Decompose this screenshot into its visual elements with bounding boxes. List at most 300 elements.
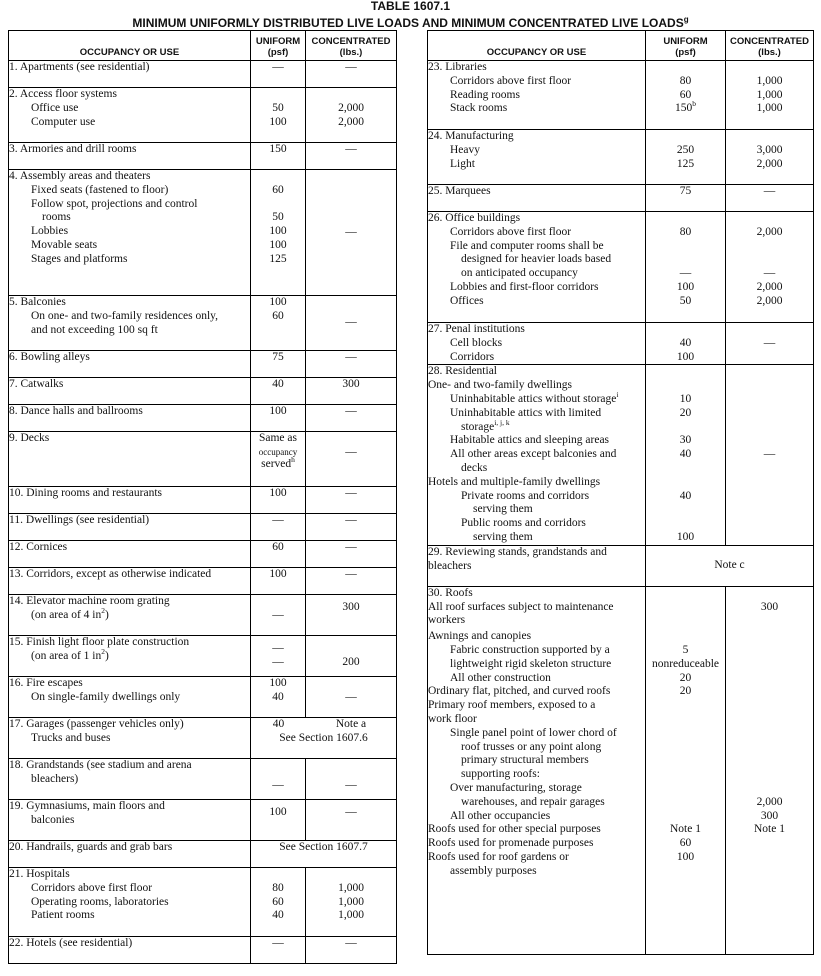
occupancy-text: Operating rooms, laboratories [31,895,169,908]
occupancy-text: Fixed seats (fastened to floor) [31,183,169,196]
uniform-text: — [272,656,284,668]
concentrated-value [726,61,813,75]
right-load-table [427,30,814,955]
occupancy-text: Lobbies and first-floor corridors [450,280,599,293]
occupancy-subitem [9,896,250,910]
occupancy-subitem [428,379,645,393]
occupancy-cell [9,351,251,378]
occupancy-text: Follow spot, projections and control [31,197,198,210]
occupancy-subitem [428,768,645,782]
uniform-text: 100 [269,115,287,128]
uniform-text: Note 1 [670,823,701,836]
occupancy-text: (on area of 4 in [31,608,102,621]
load-note: Note c [714,558,745,571]
uniform-text: Same as [258,432,297,444]
occupancy-text: 18. Grandstands (see stadium and arena [9,759,192,771]
occupancy-subitem [428,560,645,574]
uniform-text: 40 [272,718,285,730]
uniform-text: 100 [269,487,287,499]
uniform-cell [646,212,726,323]
concentrated-cell [306,514,397,541]
uniform-value [251,61,305,75]
occupancy-title [9,143,250,157]
concentrated-value [306,432,396,446]
occupancy-subitem [9,732,250,746]
uniform-text: 100 [269,568,287,580]
occupancy-cell [9,378,251,405]
concentrated-text: — [345,143,357,155]
concentrated-value [726,531,813,545]
occupancy-subitem [9,239,250,253]
concentrated-value [726,713,813,727]
concentrated-header: CONCENTRATED (lbs.) [726,31,814,61]
concentrated-value [726,448,813,462]
occupancy-cell [9,800,251,841]
uniform-cell [251,759,306,800]
concentrated-value [726,823,813,837]
occupancy-subitem [9,253,250,267]
load-note [251,732,396,746]
table-row [9,937,397,964]
concentrated-value [306,868,396,882]
concentrated-text: — [345,61,357,73]
occupancy-subitem [428,658,645,672]
uniform-text: 10 [679,392,692,405]
uniform-value [646,434,725,448]
concentrated-value [306,212,396,226]
concentrated-text: — [345,514,357,526]
concentrated-text: 1,000 [756,102,783,115]
uniform-text: 80 [272,881,284,894]
occupancy-text: Public rooms and corridors [461,517,586,530]
uniform-text: 100 [676,530,695,543]
occupancy-text: 26. Office buildings [428,212,521,224]
occupancy-subitem [428,295,645,309]
occupancy-subitem [428,672,645,686]
occupancy-text: Roofs used for other special purposes [428,823,601,836]
occupancy-text: Uninhabitable attics without storage [450,392,617,405]
uniform-value [646,462,725,476]
uniform-value [646,185,725,199]
footnote-ref: i, j, k [494,417,510,427]
concentrated-value [306,568,396,582]
uniform-value [251,198,305,212]
concentrated-value [306,615,396,629]
uniform-text: 40 [272,690,284,703]
table-row [9,868,397,937]
concentrated-text: 300 [760,809,779,822]
occupancy-text: 29. Reviewing stands, grandstands and [428,545,607,558]
occupancy-title [428,212,645,226]
uniform-text: 100 [676,850,695,863]
uniform-text: 50 [272,211,284,224]
occupancy-subitem [428,503,645,517]
concentrated-value [306,226,396,240]
uniform-value [646,61,725,75]
occupancy-text: 1. Apartments (see residential) [9,61,150,73]
occupancy-cell [9,937,251,964]
occupancy-title [9,937,250,951]
concentrated-text: — [763,185,776,197]
occupancy-text: (on area of 1 in [31,649,102,662]
uniform-value [646,644,725,658]
uniform-cell [251,88,306,143]
concentrated-text: — [345,487,357,499]
uniform-value [251,88,305,102]
concentrated-text: — [345,937,357,949]
concentrated-cell [306,378,397,405]
occupancy-text: workers [428,614,466,627]
occupancy-text: Habitable attics and sleeping areas [450,434,610,447]
concentrated-header: CONCENTRATED (lbs.) [306,31,397,61]
table-row [9,800,397,841]
uniform-cell [646,61,726,130]
concentrated-value [726,421,813,435]
uniform-value [646,782,725,796]
concentrated-cell [726,185,814,212]
occupancy-cell [9,595,251,636]
uniform-value [251,541,305,555]
concentrated-value [306,514,396,528]
uniform-cell [251,541,306,568]
occupancy-text: decks [461,461,488,474]
concentrated-value [306,896,396,910]
uniform-value [251,296,305,310]
table-row [9,432,397,487]
uniform-cell [251,351,306,378]
uniform-value [646,768,725,782]
uniform-value [251,170,305,184]
uniform-text: 100 [269,405,287,417]
occupancy-title [9,595,250,609]
occupancy-text: 12. Cornices [9,541,68,553]
uniform-value [251,937,305,951]
occupancy-text: 16. Fire escapes [9,677,83,689]
uniform-value [251,609,305,623]
uniform-text: 40 [272,909,284,922]
uniform-text: 80 [679,74,692,87]
uniform-text: 100 [269,677,287,689]
uniform-text: occupancy [258,446,298,457]
concentrated-text: — [345,690,357,703]
concentrated-value [306,102,396,116]
occupancy-subitem [428,741,645,755]
uniform-value [646,351,725,365]
occupancy-text: 6. Bowling alleys [9,351,90,363]
concentrated-value [726,865,813,879]
uniform-value [251,514,305,528]
concentrated-value [726,295,813,309]
concentrated-cell [306,351,397,378]
concentrated-value [726,434,813,448]
concentrated-value [306,677,396,691]
concentrated-text: — [345,779,357,791]
concentrated-text: 300 [342,601,360,614]
uniform-text: 250 [676,143,695,156]
uniform-cell [646,586,726,954]
uniform-value [646,295,725,309]
occupancy-title [9,800,250,814]
concentrated-cell [726,365,814,545]
occupancy-text: 2. Access floor systems [9,88,117,100]
table-number: TABLE 1607.1 [370,0,451,13]
table-row [9,405,397,432]
occupancy-cell [428,185,646,212]
occupancy-text: File and computer rooms shall be [450,239,604,252]
occupancy-title [428,587,645,601]
uniform-value [251,806,305,820]
occupancy-text: 9. Decks [9,432,50,444]
occupancy-cell [9,568,251,595]
occupancy-subitem [428,782,645,796]
concentrated-cell [306,937,397,964]
concentrated-value [726,587,813,601]
uniform-text: 75 [272,351,284,363]
occupancy-text: bleachers [428,559,472,572]
uniform-text: 50 [272,101,284,114]
uniform-text: 60 [272,895,284,908]
occupancy-text: primary structural members [461,754,589,767]
uniform-text: 40 [272,378,284,390]
uniform-value [251,378,305,392]
uniform-text: — [272,608,284,621]
occupancy-text: 11. Dwellings (see residential) [9,514,150,526]
concentrated-value [726,614,813,628]
uniform-value [251,184,305,198]
occupancy-subitem [428,699,645,713]
occupancy-title [9,541,250,555]
occupancy-title [9,296,250,310]
uniform-text: 20 [679,671,692,684]
concentrated-text: — [345,568,357,580]
occupancy-text: Roofs used for promenade purposes [428,837,594,850]
concentrated-cell [726,212,814,323]
concentrated-value [726,253,813,267]
uniform-value [646,796,725,810]
occupancy-subitem [9,211,250,225]
table-title-block [0,0,821,30]
occupancy-title [9,759,250,773]
occupancy-text: 17. Garages (passenger vehicles only) [9,718,184,730]
concentrated-value [726,158,813,172]
table-row [428,545,814,586]
occupancy-cell [9,841,251,868]
occupancy-cell [9,718,251,759]
table-row [428,61,814,130]
concentrated-value [306,351,396,365]
superscript: 2 [101,605,105,615]
concentrated-value [726,517,813,531]
footnote-ref: h [291,454,295,464]
occupancy-title [9,61,250,75]
concentrated-value [726,837,813,851]
occupancy-text: Offices [450,294,484,307]
occupancy-text: On single-family dwellings only [31,690,181,703]
occupancy-subitem [428,407,645,421]
uniform-value [646,130,725,144]
concentrated-text: 2,000 [756,157,783,170]
uniform-value [646,658,725,672]
uniform-value [646,517,725,531]
uniform-text: — [272,779,284,791]
table-row [428,586,814,954]
uniform-value [646,713,725,727]
occupancy-cell [428,61,646,130]
uniform-value [646,365,725,379]
footnote-ref: b [692,99,696,109]
occupancy-subitem [428,253,645,267]
concentrated-value [726,685,813,699]
concentrated-text: — [345,806,357,819]
uniform-cell [251,61,306,88]
table-row [9,718,397,759]
occupancy-title [9,841,250,855]
occupancy-text: Ordinary flat, pitched, and curved roofs [428,685,611,698]
concentrated-text: 300 [760,600,779,613]
concentrated-cell [726,586,814,954]
uniform-value [646,379,725,393]
uniform-text: 50 [679,294,692,307]
concentrated-value [726,782,813,796]
concentrated-value [726,240,813,254]
occupancy-header: OCCUPANCY OR USE [428,31,646,61]
table-row [9,636,397,677]
occupancy-subitem [428,390,645,407]
occupancy-cell [9,88,251,143]
occupancy-text: 30. Roofs [428,586,473,599]
occupancy-cell [9,677,251,718]
table-row [428,323,814,365]
uniform-value [646,837,725,851]
concentrated-cell [306,636,397,677]
occupancy-text: designed for heavier loads based [461,253,612,266]
occupancy-subitem [428,434,645,448]
occupancy-text: Single panel point of lower chord of [450,726,617,739]
occupancy-title [9,405,250,419]
occupancy-subitem [9,102,250,116]
occupancy-text: Primary roof members, exposed to a [428,699,596,712]
uniform-text: 60 [679,837,692,850]
occupancy-text: 28. Residential [428,365,497,378]
occupancy-text: Reading rooms [450,88,520,101]
concentrated-value [306,882,396,896]
occupancy-text: Heavy [450,143,481,156]
uniform-value [251,405,305,419]
concentrated-value [306,330,396,344]
occupancy-text: serving them [473,530,533,543]
occupancy-text: Lobbies [31,225,69,238]
occupancy-text: Office use [31,101,79,114]
concentrated-value [306,316,396,330]
concentrated-value [726,130,813,144]
uniform-value [646,601,725,615]
concentrated-text: — [763,267,776,280]
occupancy-subitem [428,337,645,351]
occupancy-text: storage [461,420,495,433]
uniform-text: 60 [272,183,284,196]
concentrated-text: — [345,541,357,553]
concentrated-text: Note 1 [754,823,785,836]
occupancy-subitem [9,691,250,705]
occupancy-subitem [428,823,645,837]
uniform-cell [251,595,306,636]
concentrated-value [306,656,396,670]
uniform-value [646,503,725,517]
uniform-value [251,211,305,225]
concentrated-text: 2,000 [756,225,783,238]
occupancy-subitem [428,476,645,490]
table-row [9,296,397,351]
occupancy-cell [9,868,251,937]
occupancy-subitem [9,909,250,923]
occupancy-title [428,546,645,560]
concentrated-text: 1,000 [338,909,364,922]
occupancy-cell [9,170,251,296]
occupancy-text: On one- and two-family residences only, [31,309,219,322]
uniform-cell [251,170,306,296]
uniform-value [251,432,305,446]
uniform-text: 100 [269,225,287,238]
uniform-value [251,896,305,910]
concentrated-text: — [345,445,357,458]
concentrated-value [726,630,813,644]
concentrated-text: — [345,316,357,329]
concentrated-value [726,503,813,517]
concentrated-value [306,405,396,419]
concentrated-value [306,88,396,102]
uniform-value [646,421,725,435]
occupancy-text: 14. Elevator machine room grating [9,595,170,607]
occupancy-header: OCCUPANCY OR USE [9,31,251,61]
uniform-text: 125 [269,252,287,265]
uniform-text: 75 [679,185,692,197]
uniform-text: — [272,61,284,73]
occupancy-text: bleachers) [31,772,79,785]
concentrated-text: — [763,336,776,349]
concentrated-cell [306,432,397,487]
table-row [9,677,397,718]
concentrated-value [726,144,813,158]
concentrated-text: 1,000 [756,74,783,87]
occupancy-cell [428,586,646,954]
occupancy-text: 8. Dance halls and ballrooms [9,405,143,417]
uniform-value [251,656,305,670]
uniform-text: 40 [679,336,692,349]
table-row [428,130,814,185]
occupancy-text: 3. Armories and drill rooms [9,143,137,155]
uniform-cell [646,323,726,365]
uniform-value [646,99,725,116]
concentrated-value [726,337,813,351]
table-row [9,378,397,405]
uniform-value [646,240,725,254]
uniform-text: 80 [679,225,692,238]
concentrated-value [306,267,396,281]
uniform-cell [251,677,306,718]
uniform-value [646,323,725,337]
uniform-value [251,909,305,923]
uniform-cell [251,568,306,595]
uniform-cell [251,296,306,351]
uniform-value [646,727,725,741]
uniform-text: 40 [679,448,692,461]
occupancy-cell [9,432,251,487]
concentrated-value [726,476,813,490]
uniform-value [646,672,725,686]
concentrated-value [306,765,396,779]
uniform-text: 20 [679,685,692,698]
concentrated-value [726,601,813,615]
